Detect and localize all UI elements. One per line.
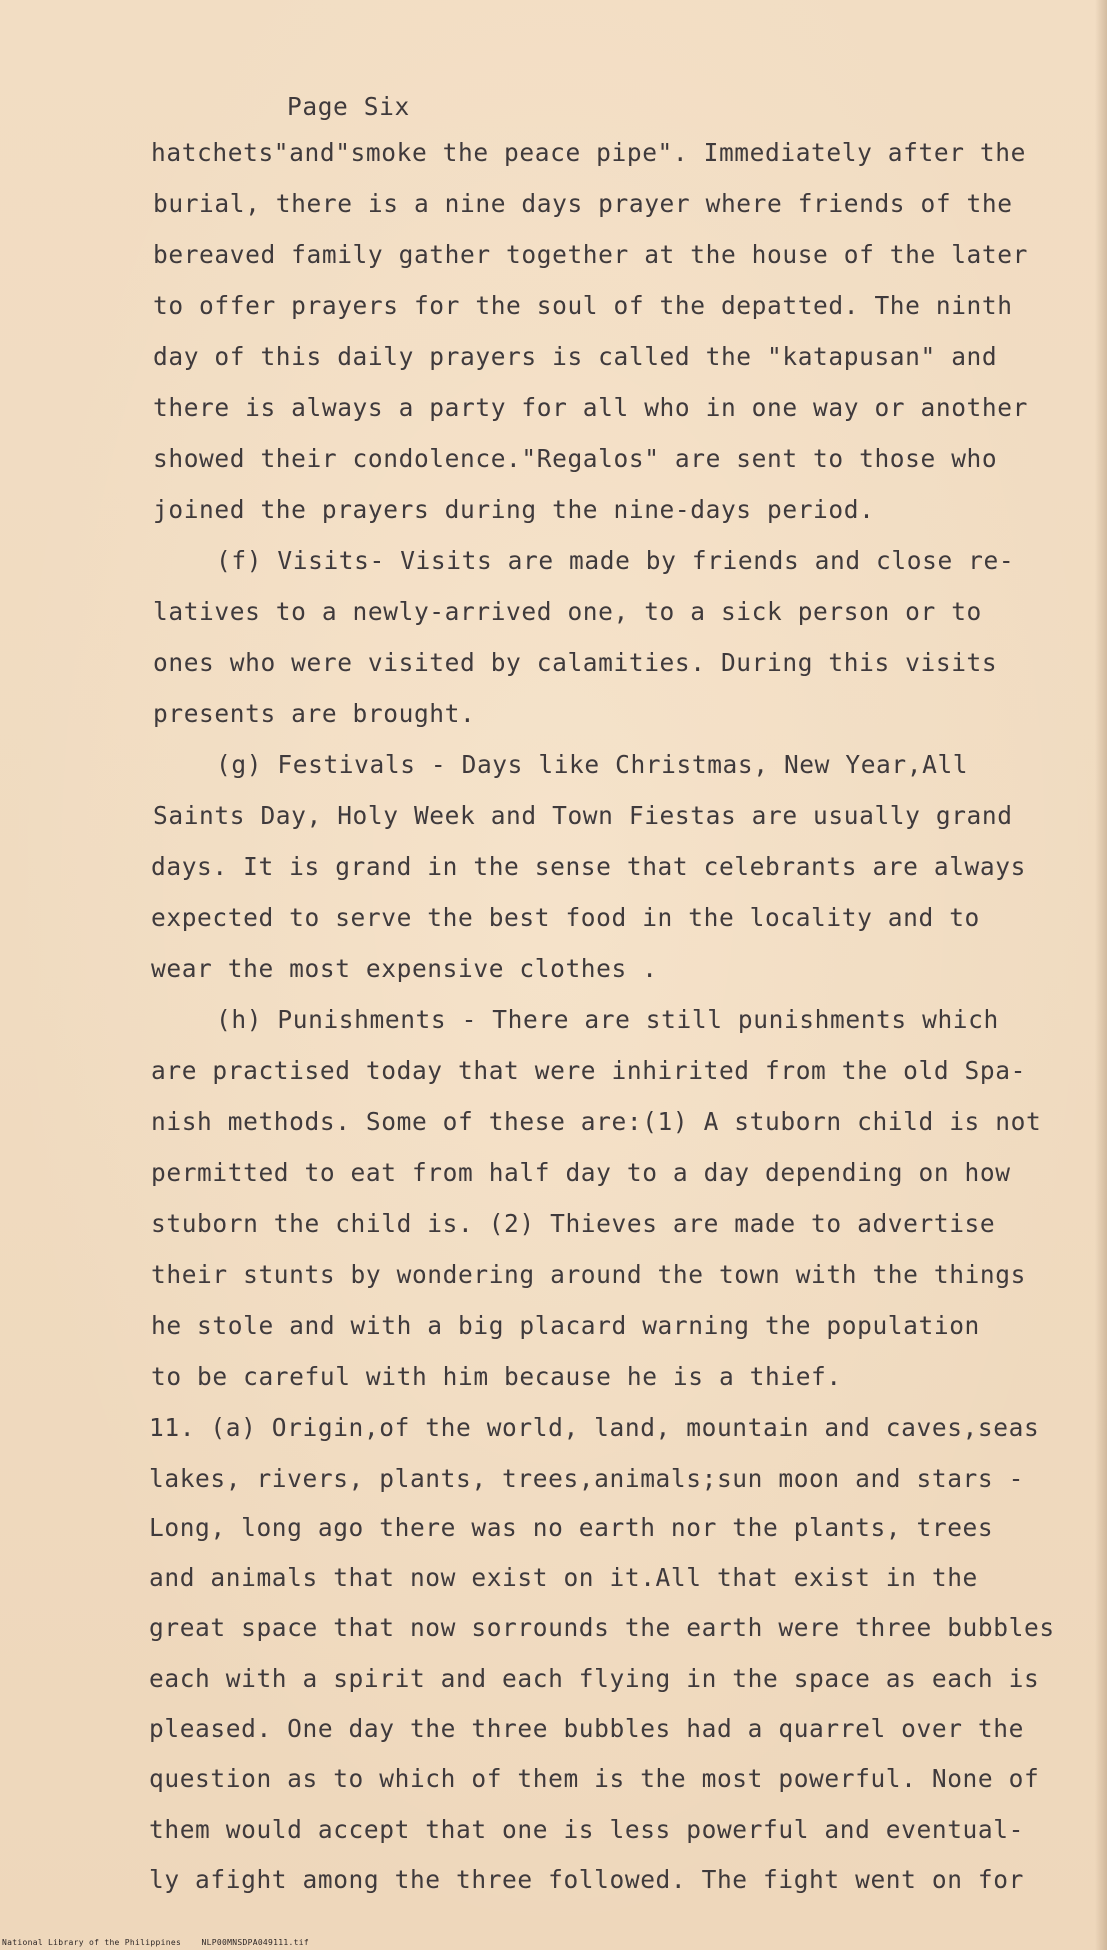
text-line: are practised today that were inhirited from the old Spa- [151, 1056, 1026, 1085]
text-line: wear the most expensive clothes . [151, 954, 658, 983]
text-line: latives to a newly-arrived one, to a sick person or to [153, 597, 982, 626]
scan-footer-caption: National Library of the Philippines NLP00MNSDPA049111.tif [2, 1938, 309, 1947]
text-line: presents are brought. [153, 699, 476, 728]
text-line: to offer prayers for the soul of the depatted. The ninth [153, 291, 1013, 320]
text-line: (f) Visits- Visits are made by friends and close re- [216, 546, 1015, 575]
text-line: 11. (a) Origin,of the world, land, mountain and caves,seas [149, 1413, 1040, 1442]
text-line: nish methods. Some of these are:(1) A stuborn child is not [151, 1107, 1042, 1136]
text-line: great space that now sorrounds the earth were three bubbles [149, 1613, 1055, 1642]
text-line: permitted to eat from half day to a day depending on how [151, 1158, 1011, 1187]
text-line: there is always a party for all who in one way or another [153, 393, 1028, 422]
text-line: joined the prayers during the nine-days period. [153, 495, 875, 524]
text-line: to be careful with him because he is a thief. [151, 1362, 842, 1391]
text-line: showed their condolence."Regalos" are sent to those who [153, 444, 998, 473]
text-line: their stunts by wondering around the town with the things [151, 1260, 1026, 1289]
text-line: stuborn the child is. (2) Thieves are made to advertise [151, 1209, 996, 1238]
text-line: each with a spirit and each flying in the space as each is [149, 1664, 1040, 1693]
text-line: he stole and with a big placard warning the population [151, 1311, 980, 1340]
text-line: day of this daily prayers is called the "katapusan" and [153, 342, 998, 371]
text-line: (g) Festivals - Days like Christmas, New Year,All [216, 750, 969, 779]
text-line: ly afight among the three followed. The fight went on for [149, 1865, 1024, 1894]
text-line: Saints Day, Holy Week and Town Fiestas are usually grand [153, 801, 1013, 830]
text-line: bereaved family gather together at the house of the later [153, 240, 1028, 269]
page-edge-shadow [1095, 0, 1107, 1950]
text-line: expected to serve the best food in the locality and to [151, 903, 980, 932]
text-line: question as to which of them is the most powerful. None of [149, 1764, 1040, 1793]
text-line: lakes, rivers, plants, trees,animals;sun moon and stars - [149, 1464, 1024, 1493]
text-line: Long, long ago there was no earth nor the plants, trees [149, 1513, 994, 1542]
text-line: (h) Punishments - There are still punishments which [216, 1005, 999, 1034]
text-line: hatchets"and"smoke the peace pipe". Immediately after the [151, 138, 1026, 167]
text-line: them would accept that one is less powerful and eventual- [149, 1815, 1024, 1844]
text-line: ones who were visited by calamities. During this visits [153, 648, 998, 677]
text-line: and animals that now exist on it.All that exist in the [149, 1563, 978, 1592]
text-line: burial, there is a nine days prayer where friends of the [153, 189, 1013, 218]
text-line: days. It is grand in the sense that celebrants are always [151, 852, 1026, 881]
text-line: pleased. One day the three bubbles had a quarrel over the [149, 1714, 1024, 1743]
page-header: Page Six [287, 92, 410, 121]
